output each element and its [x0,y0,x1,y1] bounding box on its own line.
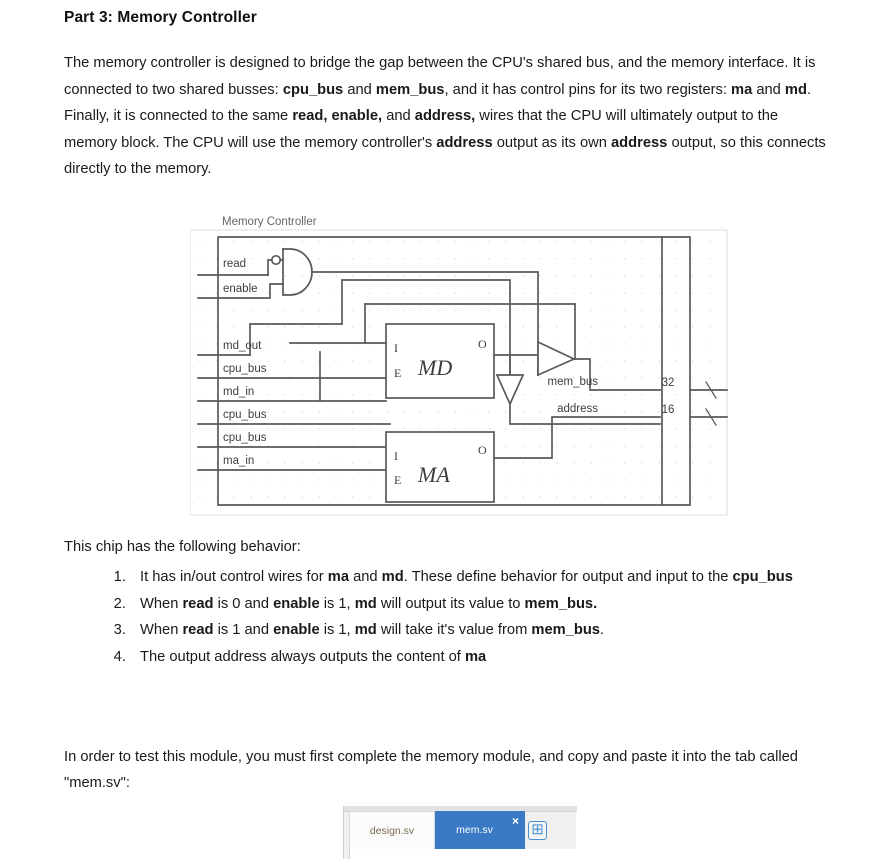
inverter-bubble-icon [272,256,280,264]
pin-label-address: address [557,403,598,415]
diagram-title: Memory Controller [222,216,317,228]
tab-label: design.sv [369,824,415,837]
pin-label-cpu-bus-3: cpu_bus [223,432,267,444]
closing-paragraph: In order to test this module, you must first complete the memory module, and copy and paste it into the tab called "mem.sv": [64,749,798,791]
page-title: Part 3: Memory Controller [64,9,257,26]
md-input-label: I [394,341,398,355]
ma-register-name: MA [418,462,450,487]
ma-output-label: O [478,443,487,457]
md-output-label: O [478,337,487,351]
pin-label-md-in: md_in [223,386,255,398]
behavior-lead-text: This chip has the following behavior: [64,539,301,555]
list-item: 4. The output address always outputs the content of ma [130,645,882,671]
bus-width-address: 16 [661,404,675,416]
md-register-name: MD [418,355,453,380]
ma-enable-label: E [394,473,402,487]
behavior-list [64,565,882,671]
md-enable-label: E [394,366,402,380]
pin-label-ma-in: ma_in [223,455,255,467]
pin-label-mem-bus: mem_bus [547,376,598,388]
intro-paragraph: The memory controller is designed to bridge the gap between the CPU's shared bus, and the memory interface. It is connected to two shared busses: cpu_bus and mem_bus, and it has control pins for its two registers: ma and md. Finally, it is connected to the same read, enable, and address, wires that the CPU will ultimately output to the memory block. The CPU will use the memory controller's address output as its own address output, so this connects directly to the memory. [64,55,826,177]
pin-label-cpu-bus-1: cpu_bus [223,363,267,375]
pin-label-md-out: md_out [223,340,262,352]
tabstrip-tab-row [344,811,547,849]
pin-label-cpu-bus-2: cpu_bus [223,409,267,421]
editor-tabstrip-screenshot [343,806,576,859]
editor-body-area [349,849,578,859]
memory-controller-diagram [190,212,735,517]
list-item: 1. It has in/out control wires for ma and md. These define behavior for output and input to the cpu_bus [130,565,882,591]
list-item: 2. When read is 0 and enable is 1, md will output its value to mem_bus. [130,592,882,618]
pin-label-read: read [223,258,247,270]
bus-width-mem-bus: 32 [661,377,675,389]
tab-mem-sv[interactable] [435,811,525,849]
close-icon[interactable]: × [511,814,519,828]
add-tab-icon[interactable]: ⊞ [528,821,547,840]
memory-controller-schematic [190,212,735,517]
list-item: 3. When read is 1 and enable is 1, md will take it's value from mem_bus. [130,618,882,644]
tab-design-sv[interactable] [349,811,435,849]
tab-label: mem.sv [456,824,493,836]
pin-label-enable: enable [223,283,258,295]
ma-input-label: I [394,449,398,463]
